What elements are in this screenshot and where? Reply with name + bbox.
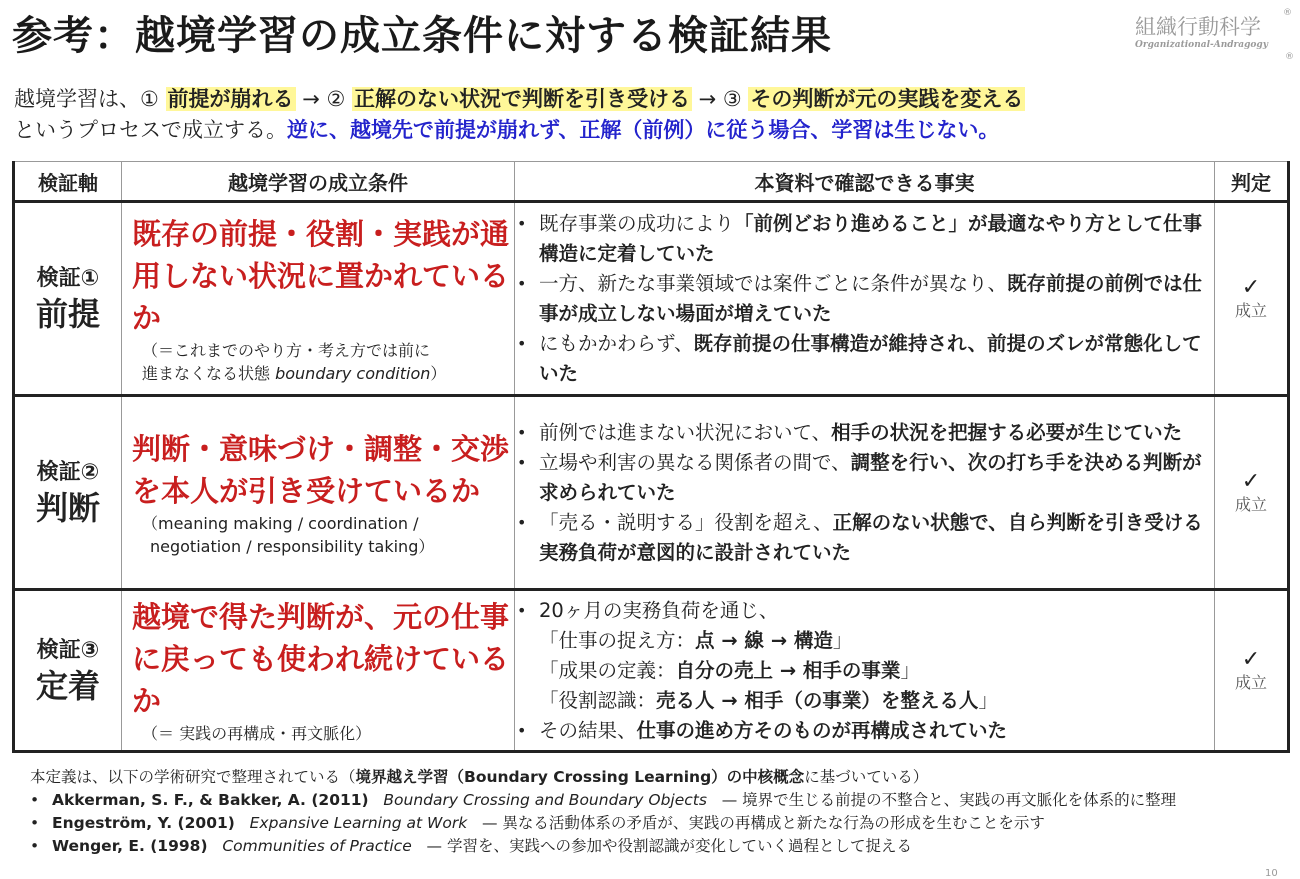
verification-table	[12, 161, 1290, 753]
verdict-label: 成立	[1234, 672, 1267, 692]
condition-note: （＝ 実践の再構成・再文脈化）	[142, 724, 372, 743]
registered-mark-small: ®	[1285, 52, 1294, 62]
fact-bold: 「前例どおり進めること」が最適なやり方として仕事構造に定着していた	[539, 211, 1203, 265]
fact-text: 20ヶ月の実務負荷を通じ、	[539, 598, 779, 622]
bullet-icon: •	[517, 333, 527, 353]
fact-text: 」	[900, 658, 920, 682]
fact-subline	[539, 686, 1214, 716]
reference-item	[30, 789, 1290, 812]
condition-text: 越境で得た判断が、元の仕事に戻っても使われ続けているか	[132, 600, 510, 718]
logo-text: 組織行動科学	[1135, 15, 1261, 39]
step-2-highlight: 正解のない状況で判断を引き受ける	[353, 87, 690, 111]
axis-word: 定着	[35, 666, 100, 705]
fact-bold: 自分の売上 → 相手の事業	[675, 658, 901, 682]
intro-blue-note: 逆に、越境先で前提が崩れず、正解（前例）に従う場合、学習は生じない。	[287, 118, 1000, 142]
fact-bold: 点 → 線 → 構造	[695, 628, 833, 652]
fact-item	[515, 418, 1214, 448]
fact-subline	[539, 626, 1214, 656]
fact-item	[515, 209, 1214, 269]
footer-lead-bold: 境界越え学習（Boundary Crossing Learning）の中核概念	[355, 768, 805, 786]
fact-text: 一方、新たな事業領域では案件ごとに条件が異なり、	[539, 271, 1008, 295]
fact-item	[515, 716, 1214, 746]
axis-number: 検証②	[36, 459, 100, 485]
arrow-2: → ③	[691, 87, 749, 111]
fact-subline	[539, 656, 1214, 686]
condition-note-line: （meaning making / coordination /	[142, 513, 419, 533]
step-1-highlight: 前提が崩れる	[167, 87, 294, 111]
fact-bold: 既存前提の仕事構造が維持され、前提のズレが常態化していた	[539, 331, 1202, 385]
verdict-cell	[1215, 590, 1289, 752]
bullet-icon: •	[517, 720, 527, 740]
axis-word: 前提	[35, 294, 100, 333]
fact-text: 」	[832, 628, 853, 652]
table-row	[14, 590, 1289, 752]
header-verdict: 判定	[1215, 162, 1289, 202]
verdict-cell	[1215, 396, 1289, 590]
condition-note	[122, 339, 514, 385]
bullet-icon: •	[517, 452, 527, 472]
fact-text: 「仕事の捉え方：	[539, 628, 696, 652]
checkmark-icon: ✓	[1241, 646, 1261, 672]
table-header-row	[14, 162, 1289, 202]
footer-lead-end: に基づいている）	[804, 768, 929, 786]
fact-text: 」	[978, 688, 998, 712]
intro-prefix: 越境学習は、①	[14, 87, 166, 111]
fact-bold: 正解のない状態で、自ら判断を引き受ける実務負荷が意図的に設計されていた	[539, 510, 1203, 564]
bullet-icon: •	[30, 837, 40, 855]
axis-cell	[14, 202, 122, 396]
table-row	[14, 396, 1289, 590]
bullet-icon: •	[517, 422, 527, 442]
axis-number: 検証③	[36, 637, 100, 663]
footer-references	[30, 766, 1290, 858]
bullet-icon: •	[517, 600, 527, 620]
page-title: 参考：越境学習の成立条件に対する検証結果	[12, 13, 832, 59]
fact-item	[515, 329, 1214, 389]
reference-work: Expansive Learning at Work	[249, 814, 468, 832]
bullet-icon: •	[30, 814, 40, 832]
intro-process-text: というプロセスで成立する。	[14, 118, 287, 142]
footer-lead-text: 本定義は、以下の学術研究で整理されている（	[30, 768, 356, 786]
reference-author: Akkerman, S. F., & Bakker, A. (2011)	[52, 791, 369, 809]
axis-word: 判断	[35, 488, 100, 527]
fact-text: 「役割認識：	[539, 688, 657, 712]
intro-line-2	[14, 115, 1294, 146]
header-axis: 検証軸	[14, 162, 122, 202]
registered-mark: ®	[1283, 8, 1292, 18]
fact-bold: 仕事の進め方そのものが再構成されていた	[636, 718, 1008, 742]
verdict-label: 成立	[1234, 300, 1267, 320]
condition-note-english: boundary condition	[275, 363, 431, 383]
reference-work: Boundary Crossing and Boundary Objects	[383, 791, 707, 809]
fact-text: 立場や利害の異なる関係者の間で、	[539, 450, 851, 474]
fact-bold: 相手の状況を把握する必要が生じていた	[831, 420, 1183, 444]
facts-cell	[515, 590, 1215, 752]
bullet-icon: •	[30, 791, 40, 809]
checkmark-icon: ✓	[1241, 468, 1261, 494]
header-condition: 越境学習の成立条件	[122, 162, 515, 202]
arrow-1: → ②	[295, 87, 352, 111]
bullet-icon: •	[517, 512, 527, 532]
condition-note-line: 進まなくなる状態	[142, 363, 276, 383]
logo	[1135, 8, 1295, 62]
fact-text: その結果、	[539, 718, 637, 742]
fact-bold: 調整を行い、次の打ち手を決める判断が求められていた	[539, 450, 1202, 504]
reference-author: Engeström, Y. (2001)	[52, 814, 235, 832]
condition-text: 既存の前提・役割・実践が通用しない状況に置かれているか	[132, 216, 510, 335]
condition-note-line: （＝これまでのやり方・考え方では前に	[142, 340, 431, 360]
condition-cell	[122, 590, 515, 752]
verdict-cell	[1215, 202, 1289, 396]
table-row	[14, 202, 1289, 396]
reference-item	[30, 835, 1290, 858]
intro	[14, 84, 1294, 146]
page-number: 10	[1265, 868, 1278, 879]
fact-item	[515, 596, 1214, 716]
reference-author: Wenger, E. (1998)	[52, 837, 208, 855]
axis-number: 検証①	[36, 265, 100, 291]
condition-note-end: ）	[430, 363, 447, 383]
fact-text: にもかかわらず、	[539, 331, 694, 355]
reference-work: Communities of Practice	[222, 837, 412, 855]
fact-item	[515, 448, 1214, 508]
bullet-icon: •	[517, 273, 527, 293]
intro-line-1	[14, 84, 1294, 115]
condition-note-line: negotiation / responsibility taking）	[150, 536, 435, 556]
fact-text: 前例では進まない状況において、	[539, 420, 832, 444]
fact-item	[515, 269, 1214, 329]
header-facts: 本資料で確認できる事実	[515, 162, 1215, 202]
reference-desc: — 学習を、実践への参加や役割認識が変化していく過程として捉える	[426, 837, 912, 855]
condition-cell	[122, 396, 515, 590]
axis-cell	[14, 396, 122, 590]
axis-cell	[14, 590, 122, 752]
condition-cell	[122, 202, 515, 396]
facts-cell	[515, 202, 1215, 396]
fact-bold: 既存前提の前例では仕事が成立しない場面が増えていた	[539, 271, 1203, 325]
reference-desc: — 異なる活動体系の矛盾が、実践の再構成と新たな行為の形成を生むことを示す	[482, 814, 1045, 832]
bullet-icon: •	[517, 213, 527, 233]
verdict-label: 成立	[1234, 494, 1267, 514]
fact-item	[515, 508, 1214, 568]
reference-desc: — 境界で生じる前提の不整合と、実践の再文脈化を体系的に整理	[721, 791, 1177, 809]
fact-text: 「成果の定義：	[539, 658, 676, 682]
footer-lead	[30, 766, 1290, 789]
fact-bold: 売る人 → 相手（の事業）を整える人	[656, 688, 979, 712]
step-3-highlight: その判断が元の実践を変える	[750, 87, 1024, 111]
fact-text: 既存事業の成功により	[539, 211, 735, 235]
facts-cell	[515, 396, 1215, 590]
condition-text: 判断・意味づけ・調整・交渉を本人が引き受けているか	[132, 431, 510, 508]
condition-note	[122, 512, 514, 558]
reference-item	[30, 812, 1290, 835]
checkmark-icon: ✓	[1241, 274, 1261, 300]
logo-subtext: Organizational-Andragogy	[1135, 40, 1268, 50]
fact-text: 「売る・説明する」役割を超え、	[539, 510, 833, 534]
